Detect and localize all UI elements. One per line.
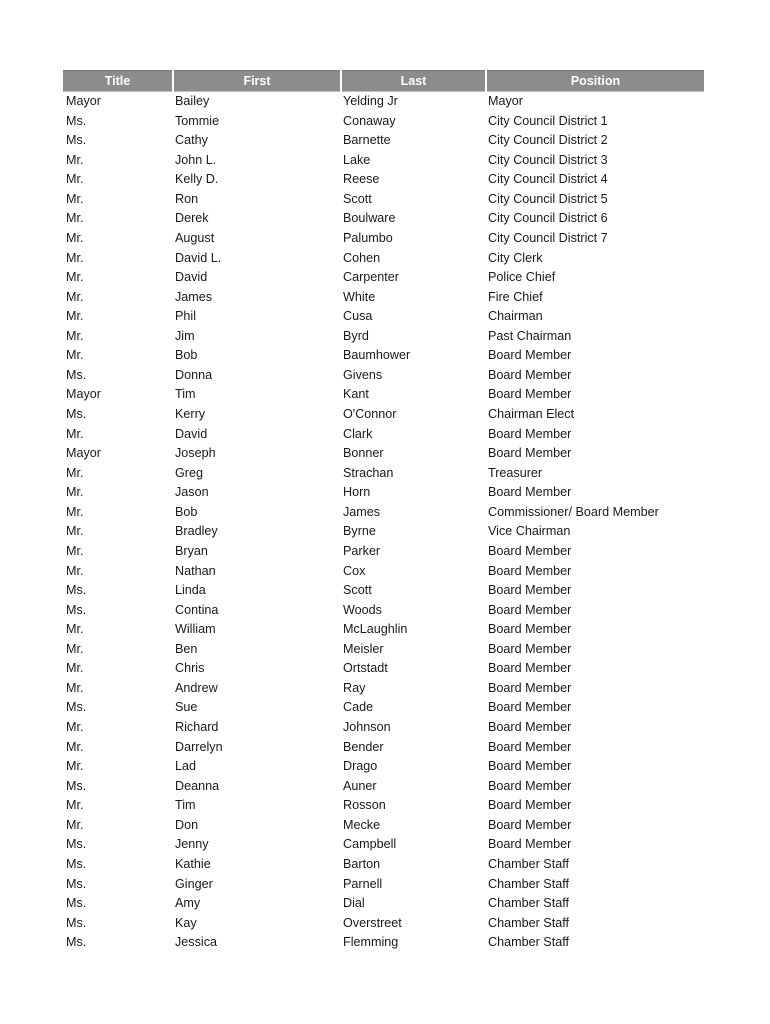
table-row (63, 249, 704, 269)
last-name-cell: Cox (343, 563, 366, 578)
first-name-cell: Phil (175, 309, 196, 324)
position-cell: Fire Chief (488, 289, 543, 304)
column-header-position: Position (486, 71, 704, 92)
title-cell: Ms. (66, 583, 87, 598)
table-header (63, 71, 704, 92)
position-cell: Board Member (488, 798, 572, 813)
first-name-cell: Bradley (175, 524, 218, 539)
position-cell: Police Chief (488, 270, 556, 285)
title-cell: Mayor (66, 446, 101, 461)
header-row (63, 71, 704, 92)
position-cell: Chairman (488, 309, 543, 324)
table-row (63, 698, 704, 718)
position-cell: Board Member (488, 446, 572, 461)
position-cell: Board Member (488, 817, 572, 832)
position-cell: Board Member (488, 485, 572, 500)
first-name-cell: John L. (175, 152, 217, 167)
first-name-cell: Ginger (175, 876, 213, 891)
title-cell: Ms. (66, 778, 87, 793)
table-row (63, 444, 704, 464)
first-name-cell: Tommie (175, 113, 220, 128)
first-name-cell: Jenny (175, 837, 209, 852)
last-name-cell: Barton (343, 856, 381, 871)
table-row (63, 581, 704, 601)
last-name-cell: Cusa (343, 309, 373, 324)
table-row (63, 738, 704, 758)
position-cell: Chamber Staff (488, 896, 569, 911)
table-row (63, 894, 704, 914)
table-row (63, 170, 704, 190)
title-cell: Mayor (66, 387, 101, 402)
last-name-cell: Lake (343, 152, 371, 167)
last-name-cell: Byrd (343, 328, 369, 343)
table-row (63, 679, 704, 699)
column-header-title: Title (63, 71, 173, 92)
title-cell: Mr. (66, 270, 84, 285)
title-cell: Mr. (66, 348, 84, 363)
first-name-cell: Donna (175, 367, 213, 382)
last-name-cell: Boulware (343, 211, 396, 226)
table-row (63, 718, 704, 738)
first-name-cell: Bob (175, 348, 198, 363)
position-cell: Board Member (488, 641, 572, 656)
first-name-cell: Jessica (175, 935, 217, 950)
title-cell: Ms. (66, 915, 87, 930)
last-name-cell: Reese (343, 172, 380, 187)
table-row (63, 464, 704, 484)
title-cell: Ms. (66, 876, 87, 891)
first-name-cell: Nathan (175, 563, 216, 578)
last-name-cell: McLaughlin (343, 622, 408, 637)
title-cell: Mr. (66, 661, 84, 676)
first-name-cell: Bailey (175, 94, 210, 108)
last-name-cell: Flemming (343, 935, 399, 950)
last-name-cell: Carpenter (343, 270, 400, 285)
position-cell: Board Member (488, 563, 572, 578)
last-name-cell: Parnell (343, 876, 383, 891)
last-name-cell: Givens (343, 367, 383, 382)
last-name-cell: Scott (343, 583, 372, 598)
table-row (63, 835, 704, 855)
table-row (63, 659, 704, 679)
title-cell: Ms. (66, 700, 87, 715)
title-cell: Mr. (66, 172, 84, 187)
first-name-cell: Chris (175, 661, 205, 676)
last-name-cell: Overstreet (343, 915, 402, 930)
title-cell: Mr. (66, 739, 84, 754)
first-name-cell: August (175, 230, 215, 245)
last-name-cell: Bender (343, 739, 384, 754)
table-row (63, 209, 704, 229)
title-cell: Mr. (66, 641, 84, 656)
title-cell: Ms. (66, 935, 87, 950)
last-name-cell: Yelding Jr (343, 94, 398, 108)
first-name-cell: Jim (175, 328, 195, 343)
title-cell: Mayor (66, 94, 101, 108)
position-cell: Board Member (488, 583, 572, 598)
last-name-cell: Kant (343, 387, 369, 402)
position-cell: City Council District 7 (488, 230, 608, 245)
position-cell: City Council District 4 (488, 172, 608, 187)
last-name-cell: Drago (343, 759, 378, 774)
table-row (63, 542, 704, 562)
last-name-cell: Johnson (343, 720, 391, 734)
position-cell: City Council District 6 (488, 211, 608, 226)
position-cell: Board Member (488, 661, 572, 676)
title-cell: Mr. (66, 563, 84, 578)
title-cell: Ms. (66, 113, 87, 128)
title-cell: Mr. (66, 759, 84, 774)
title-cell: Mr. (66, 250, 84, 265)
last-name-cell: Baumhower (343, 348, 411, 363)
title-cell: Mr. (66, 543, 84, 558)
title-cell: Ms. (66, 133, 87, 148)
position-cell: Vice Chairman (488, 524, 571, 539)
table-row (63, 620, 704, 640)
table-row (63, 92, 704, 112)
last-name-cell: Bonner (343, 446, 384, 461)
table-row (63, 640, 704, 660)
last-name-cell: Ray (343, 680, 366, 695)
first-name-cell: Don (175, 817, 199, 832)
table-row (63, 151, 704, 171)
first-name-cell: Lad (175, 759, 197, 774)
last-name-cell: Woods (343, 602, 382, 617)
table-row (63, 796, 704, 816)
first-name-cell: Deanna (175, 778, 220, 793)
table-row (63, 190, 704, 210)
position-cell: Chamber Staff (488, 915, 569, 930)
first-name-cell: Ron (175, 191, 199, 206)
table-row (63, 268, 704, 288)
last-name-cell: Clark (343, 426, 373, 441)
table-row (63, 522, 704, 542)
last-name-cell: Mecke (343, 817, 381, 832)
first-name-cell: David (175, 426, 208, 441)
last-name-cell: Meisler (343, 641, 384, 656)
title-cell: Ms. (66, 602, 87, 617)
first-name-cell: Bryan (175, 543, 208, 558)
position-cell: Board Member (488, 387, 572, 402)
title-cell: Ms. (66, 407, 87, 421)
first-name-cell: David (175, 270, 208, 285)
first-name-cell: Amy (175, 896, 201, 911)
position-cell: City Council District 3 (488, 152, 608, 167)
title-cell: Mr. (66, 622, 84, 637)
title-cell: Mr. (66, 230, 84, 245)
position-cell: Chamber Staff (488, 935, 569, 950)
last-name-cell: Ortstadt (343, 661, 388, 676)
position-cell: Past Chairman (488, 328, 572, 343)
title-cell: Ms. (66, 367, 87, 382)
first-name-cell: Richard (175, 720, 219, 734)
title-cell: Mr. (66, 680, 84, 695)
table-row (63, 855, 704, 875)
first-name-cell: Derek (175, 211, 209, 226)
first-name-cell: Tim (175, 798, 196, 813)
title-cell: Ms. (66, 837, 87, 852)
last-name-cell: James (343, 504, 381, 519)
table-row (63, 405, 704, 425)
table-row (63, 503, 704, 523)
table-row (63, 777, 704, 797)
table-body (63, 92, 704, 953)
table-row (63, 601, 704, 621)
position-cell: Mayor (488, 94, 523, 108)
table-row (63, 483, 704, 503)
position-cell: Board Member (488, 778, 572, 793)
position-cell: Chamber Staff (488, 856, 569, 871)
last-name-cell: O'Connor (343, 407, 397, 421)
title-cell: Mr. (66, 426, 84, 441)
column-header-last: Last (341, 71, 486, 92)
table-row (63, 425, 704, 445)
first-name-cell: Kathie (175, 856, 211, 871)
last-name-cell: Cade (343, 700, 374, 715)
last-name-cell: Rosson (343, 798, 386, 813)
position-cell: Board Member (488, 759, 572, 774)
directory-table (63, 70, 704, 953)
position-cell: Commissioner/ Board Member (488, 504, 659, 519)
position-cell: Board Member (488, 739, 572, 754)
title-cell: Mr. (66, 309, 84, 324)
first-name-cell: Greg (175, 465, 203, 480)
first-name-cell: David L. (175, 250, 222, 265)
first-name-cell: Joseph (175, 446, 216, 461)
table-row (63, 562, 704, 582)
position-cell: Board Member (488, 837, 572, 852)
position-cell: City Council District 5 (488, 191, 608, 206)
position-cell: Board Member (488, 622, 572, 637)
first-name-cell: William (175, 622, 216, 637)
title-cell: Mr. (66, 798, 84, 813)
first-name-cell: Ben (175, 641, 198, 656)
position-cell: Treasurer (488, 465, 543, 480)
title-cell: Mr. (66, 817, 84, 832)
first-name-cell: Bob (175, 504, 198, 519)
last-name-cell: Conaway (343, 113, 396, 128)
first-name-cell: Sue (175, 700, 198, 715)
last-name-cell: Byrne (343, 524, 376, 539)
title-cell: Ms. (66, 856, 87, 871)
table-row (63, 327, 704, 347)
first-name-cell: Kay (175, 915, 197, 930)
position-cell: Board Member (488, 680, 572, 695)
directory-sheet (63, 70, 704, 953)
table-row (63, 933, 704, 953)
last-name-cell: Cohen (343, 250, 381, 265)
title-cell: Mr. (66, 328, 84, 343)
position-cell: Board Member (488, 367, 572, 382)
table-row (63, 366, 704, 386)
title-cell: Mr. (66, 720, 84, 734)
table-row (63, 875, 704, 895)
last-name-cell: Barnette (343, 133, 391, 148)
title-cell: Mr. (66, 504, 84, 519)
position-cell: Chamber Staff (488, 876, 569, 891)
last-name-cell: Palumbo (343, 230, 393, 245)
last-name-cell: White (343, 289, 376, 304)
table-row (63, 288, 704, 308)
table-row (63, 307, 704, 327)
table-row (63, 112, 704, 132)
title-cell: Mr. (66, 152, 84, 167)
first-name-cell: Contina (175, 602, 219, 617)
table-row (63, 229, 704, 249)
first-name-cell: Andrew (175, 680, 218, 695)
first-name-cell: Jason (175, 485, 209, 500)
position-cell: Board Member (488, 543, 572, 558)
first-name-cell: Tim (175, 387, 196, 402)
table-row (63, 914, 704, 934)
title-cell: Ms. (66, 896, 87, 911)
position-cell: Chairman Elect (488, 407, 575, 421)
first-name-cell: Linda (175, 583, 206, 598)
last-name-cell: Strachan (343, 465, 394, 480)
title-cell: Mr. (66, 485, 84, 500)
position-cell: City Council District 1 (488, 113, 608, 128)
last-name-cell: Campbell (343, 837, 397, 852)
first-name-cell: Kerry (175, 407, 206, 421)
title-cell: Mr. (66, 211, 84, 226)
position-cell: Board Member (488, 720, 572, 734)
position-cell: City Clerk (488, 250, 543, 265)
last-name-cell: Parker (343, 543, 381, 558)
table-row (63, 131, 704, 151)
position-cell: Board Member (488, 348, 572, 363)
position-cell: Board Member (488, 602, 572, 617)
last-name-cell: Dial (343, 896, 365, 911)
table-row (63, 385, 704, 405)
first-name-cell: James (175, 289, 213, 304)
last-name-cell: Scott (343, 191, 372, 206)
first-name-cell: Darrelyn (175, 739, 223, 754)
title-cell: Mr. (66, 289, 84, 304)
title-cell: Mr. (66, 524, 84, 539)
position-cell: Board Member (488, 700, 572, 715)
title-cell: Mr. (66, 465, 84, 480)
position-cell: City Council District 2 (488, 133, 608, 148)
last-name-cell: Auner (343, 778, 377, 793)
table-row (63, 757, 704, 777)
column-header-first: First (173, 71, 341, 92)
last-name-cell: Horn (343, 485, 371, 500)
table-row (63, 346, 704, 366)
first-name-cell: Kelly D. (175, 172, 219, 187)
first-name-cell: Cathy (175, 133, 208, 148)
position-cell: Board Member (488, 426, 572, 441)
title-cell: Mr. (66, 191, 84, 206)
table-row (63, 816, 704, 836)
